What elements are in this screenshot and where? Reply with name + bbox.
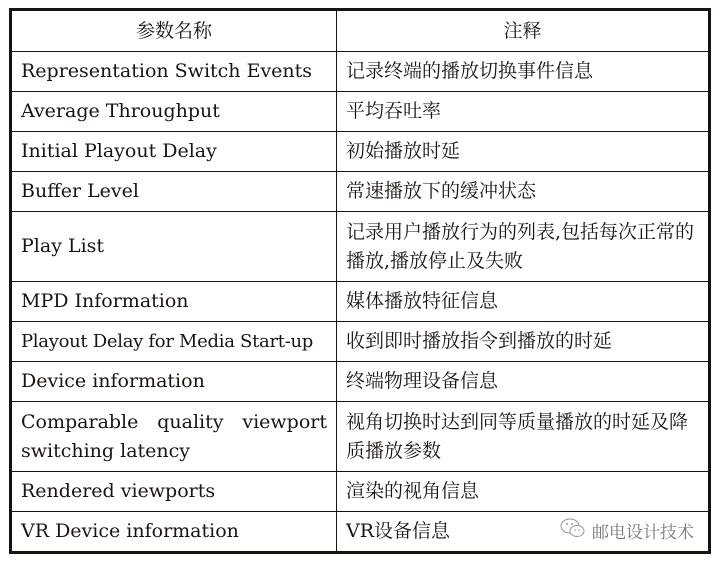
param-name: Play List — [11, 212, 337, 282]
watermark-text: 邮电设计技术 — [592, 523, 694, 543]
table-row — [11, 52, 710, 92]
table-row — [11, 362, 710, 402]
param-note: 视角切换时达到同等质量播放的时延及降质播放参数 — [337, 402, 710, 472]
table-row — [11, 92, 710, 132]
table-header-row — [11, 10, 710, 52]
param-note: VR设备信息 — [337, 512, 710, 553]
param-name: Average Throughput — [11, 92, 337, 132]
header-param-name: 参数名称 — [11, 10, 337, 52]
table-row — [11, 132, 710, 172]
param-note: 平均吞吐率 — [337, 92, 710, 132]
parameter-table — [9, 8, 711, 554]
watermark — [560, 517, 694, 544]
param-note: 媒体播放特征信息 — [337, 282, 710, 322]
param-name: Representation Switch Events — [11, 52, 337, 92]
param-name: Comparable quality viewport switching latency — [11, 402, 337, 472]
param-name: Playout Delay for Media Start-up — [11, 322, 337, 362]
table-row — [11, 212, 710, 282]
param-name: Device information — [11, 362, 337, 402]
wechat-icon — [560, 517, 586, 544]
table-row — [11, 322, 710, 362]
table-row — [11, 282, 710, 322]
table-row — [11, 402, 710, 472]
param-note: 终端物理设备信息 — [337, 362, 710, 402]
param-name: Buffer Level — [11, 172, 337, 212]
param-note: 渲染的视角信息 — [337, 472, 710, 512]
param-note: 常速播放下的缓冲状态 — [337, 172, 710, 212]
param-note: 记录用户播放行为的列表,包括每次正常的播放,播放停止及失败 — [337, 212, 710, 282]
table-row — [11, 172, 710, 212]
table-row — [11, 472, 710, 512]
param-note: 初始播放时延 — [337, 132, 710, 172]
header-notes: 注释 — [337, 10, 710, 52]
param-name: Initial Playout Delay — [11, 132, 337, 172]
param-note: 记录终端的播放切换事件信息 — [337, 52, 710, 92]
param-name: Rendered viewports — [11, 472, 337, 512]
param-note: 收到即时播放指令到播放的时延 — [337, 322, 710, 362]
param-name: MPD Information — [11, 282, 337, 322]
param-name: VR Device information — [11, 512, 337, 553]
